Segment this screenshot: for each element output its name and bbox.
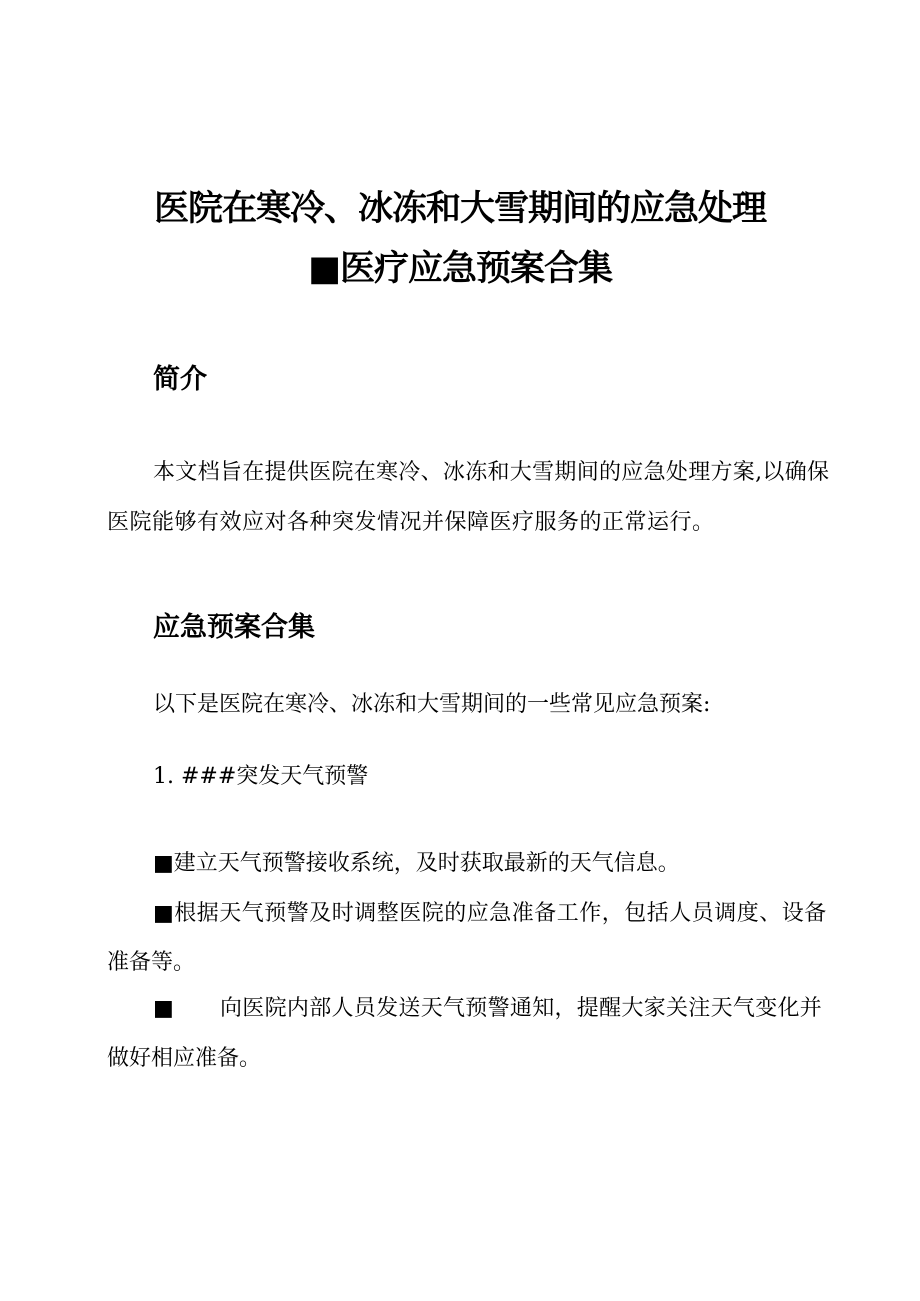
bullet-item-2-line-1: ■根据天气预警及时调整医院的应急准备工作，包括人员调度、设备	[153, 901, 827, 926]
intro-paragraph-line-1: 本文档旨在提供医院在寒冷、冰冻和大雪期间的应急处理方案,以确保	[153, 460, 830, 485]
bullet-item-1: ■建立天气预警接收系统，及时获取最新的天气信息。	[153, 851, 680, 876]
intro-paragraph-line-2: 医院能够有效应对各种突发情况并保障医疗服务的正常运行。	[107, 510, 715, 535]
bullet-item-3-line-2: 做好相应准备。	[107, 1046, 262, 1071]
plan-item-title: 1. ###突发天气预警	[153, 764, 369, 789]
page-title-line-2-text: 医疗应急预案合集	[340, 249, 613, 289]
square-bullet-icon: ■	[153, 996, 174, 1021]
bullet-item-3-line-1: 向医院内部人员发送天气预警通知，提醒大家关注天气变化并	[220, 996, 823, 1021]
section-heading-intro: 简介	[153, 364, 207, 395]
page-title-line-2	[0, 249, 920, 289]
square-bullet-icon: ■	[307, 249, 341, 289]
bullet-item-2-line-2: 准备等。	[107, 950, 196, 975]
page-title-line-1: 医院在寒冷、冰冻和大雪期间的应急处理	[153, 189, 766, 229]
plans-intro-text: 以下是医院在寒冷、冰冻和大雪期间的一些常见应急预案:	[153, 692, 711, 717]
section-heading-plans: 应急预案合集	[153, 612, 315, 643]
